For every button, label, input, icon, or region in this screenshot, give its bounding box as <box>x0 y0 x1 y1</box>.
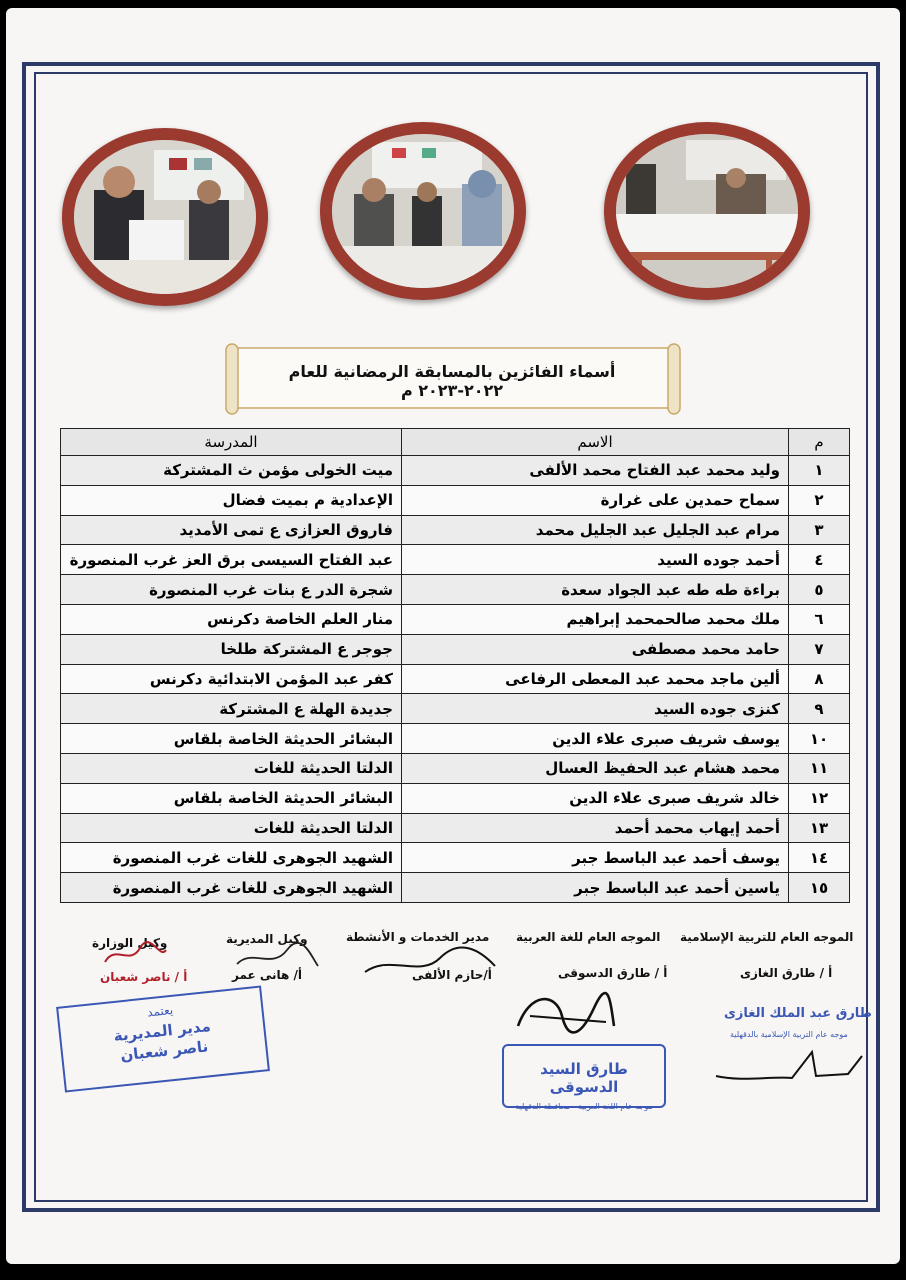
cell-name: أحمد إيهاب محمد أحمد <box>402 813 789 843</box>
stamp-islamic-sub: موجه عام التربية الإسلامية بالدقهلية <box>730 1030 848 1039</box>
cell-num: ٦ <box>789 604 850 634</box>
cell-school: الدلتا الحديثة للغات <box>61 753 402 783</box>
cell-num: ٨ <box>789 664 850 694</box>
sig-name-ministry: أ / ناصر شعبان <box>100 970 188 984</box>
table-row <box>61 545 850 575</box>
photo-committee-table <box>332 134 514 288</box>
cell-school: ميت الخولى مؤمن ث المشتركة <box>61 456 402 486</box>
stamp-arabic-sub: موجه عام اللغة العربية - محافظة الدقهلية <box>515 1102 653 1111</box>
stamp-ministry-line1: يعتمد <box>146 1002 174 1020</box>
cell-num: ١١ <box>789 753 850 783</box>
cell-school: كفر عبد المؤمن الابتدائية دكرنس <box>61 664 402 694</box>
table-body <box>61 456 850 903</box>
cell-num: ٧ <box>789 634 850 664</box>
photo-exam-hall <box>616 134 798 288</box>
photo-right <box>604 122 810 300</box>
sig-name-services: أ/حازم الألفى <box>412 968 492 982</box>
cell-num: ١٥ <box>789 873 850 903</box>
sig-title-arabic: الموجه العام للغة العربية <box>516 930 661 944</box>
cell-num: ١ <box>789 456 850 486</box>
table-row <box>61 575 850 605</box>
cell-name: مرام عبد الجليل عبد الجليل محمد <box>402 515 789 545</box>
table-row <box>61 515 850 545</box>
cell-school: جديدة الهلة ع المشتركة <box>61 694 402 724</box>
table-row <box>61 485 850 515</box>
cell-school: الشهيد الجوهرى للغات غرب المنصورة <box>61 873 402 903</box>
cell-school: البشائر الحديثة الخاصة بلقاس <box>61 724 402 754</box>
cell-name: محمد هشام عبد الحفيظ العسال <box>402 753 789 783</box>
signature-directorate <box>232 940 322 974</box>
cell-name: وليد محمد عبد الفتاح محمد الألفى <box>402 456 789 486</box>
cell-name: كنزى جوده السيد <box>402 694 789 724</box>
cell-name: ياسين أحمد عبد الباسط جبر <box>402 873 789 903</box>
table-row <box>61 724 850 754</box>
cell-name: ألين ماجد محمد عبد المعطى الرفاعى <box>402 664 789 694</box>
cell-name: يوسف شريف صبرى علاء الدين <box>402 724 789 754</box>
signature-islamic <box>712 1046 876 1086</box>
cell-name: حامد محمد مصطفى <box>402 634 789 664</box>
sig-title-directorate: وكيل المديرية <box>226 932 308 946</box>
sig-name-arabic: أ / طارق الدسوقى <box>558 966 668 980</box>
stamp-arabic <box>502 1044 666 1111</box>
sig-name-islamic: أ / طارق الغازى <box>740 966 833 980</box>
table-row <box>61 604 850 634</box>
signature-arabic <box>510 986 620 1042</box>
cell-num: ١٢ <box>789 783 850 813</box>
cell-school: البشائر الحديثة الخاصة بلقاس <box>61 783 402 813</box>
photo-left <box>62 128 268 306</box>
cell-num: ٢ <box>789 485 850 515</box>
sig-title-services: مدير الخدمات و الأنشطة <box>346 930 490 944</box>
header-school: المدرسة <box>61 429 402 456</box>
cell-school: جوجر ع المشتركة طلخا <box>61 634 402 664</box>
winners-table <box>60 428 850 903</box>
stamp-ministry-line3: ناصر شعبان <box>119 1037 210 1065</box>
table-row <box>61 664 850 694</box>
table-row <box>61 753 850 783</box>
sig-name-directorate: أ/ هانى عمر <box>232 968 303 982</box>
cell-name: أحمد جوده السيد <box>402 545 789 575</box>
cell-name: يوسف أحمد عبد الباسط جبر <box>402 843 789 873</box>
table-row <box>61 456 850 486</box>
cell-num: ١٣ <box>789 813 850 843</box>
cell-num: ٣ <box>789 515 850 545</box>
cell-name: سماح حمدين على غرارة <box>402 485 789 515</box>
stamp-arabic-name: طارق السيد الدسوقى <box>540 1060 628 1096</box>
sig-title-ministry: وكيل الوزارة <box>92 936 168 950</box>
cell-name: ملك محمد صالحمحمد إبراهيم <box>402 604 789 634</box>
table-row <box>61 873 850 903</box>
title-banner <box>222 342 684 416</box>
stamp-ministry-line2: مدير المديرية <box>112 1017 212 1046</box>
cell-num: ١٤ <box>789 843 850 873</box>
cell-name: خالد شريف صبرى علاء الدين <box>402 783 789 813</box>
signature-ministry <box>100 940 170 970</box>
cell-school: الإعدادية م بميت فضال <box>61 485 402 515</box>
header-num: م <box>789 429 850 456</box>
table-row <box>61 783 850 813</box>
cell-num: ٥ <box>789 575 850 605</box>
cell-school: فاروق العزازى ع تمى الأمديد <box>61 515 402 545</box>
table-row <box>61 694 850 724</box>
cell-school: الشهيد الجوهرى للغات غرب المنصورة <box>61 843 402 873</box>
cell-num: ٩ <box>789 694 850 724</box>
table-row <box>61 634 850 664</box>
table-row <box>61 843 850 873</box>
cell-num: ٤ <box>789 545 850 575</box>
cell-school: منار العلم الخاصة دكرنس <box>61 604 402 634</box>
signature-services <box>360 944 500 980</box>
cell-school: عبد الفتاح السيسى برق العز غرب المنصورة <box>61 545 402 575</box>
table-row <box>61 813 850 843</box>
photo-middle <box>320 122 526 300</box>
cell-school: الدلتا الحديثة للغات <box>61 813 402 843</box>
cell-num: ١٠ <box>789 724 850 754</box>
sig-title-islamic: الموجه العام للتربية الإسلامية <box>680 930 854 944</box>
header-name: الاسم <box>402 429 789 456</box>
stamp-islamic-name: طارق عبد الملك الغازى <box>724 1006 872 1021</box>
photo-judges-holding-paper <box>74 140 256 294</box>
cell-school: شجرة الدر ع بنات غرب المنصورة <box>61 575 402 605</box>
page-title: أسماء الفائزين بالمسابقة الرمضانية للعام ٢٠٢٢-٢٠٢٣ م <box>288 362 616 400</box>
table-header-row <box>61 429 850 456</box>
cell-name: براءة طه طه عبد الجواد سعدة <box>402 575 789 605</box>
